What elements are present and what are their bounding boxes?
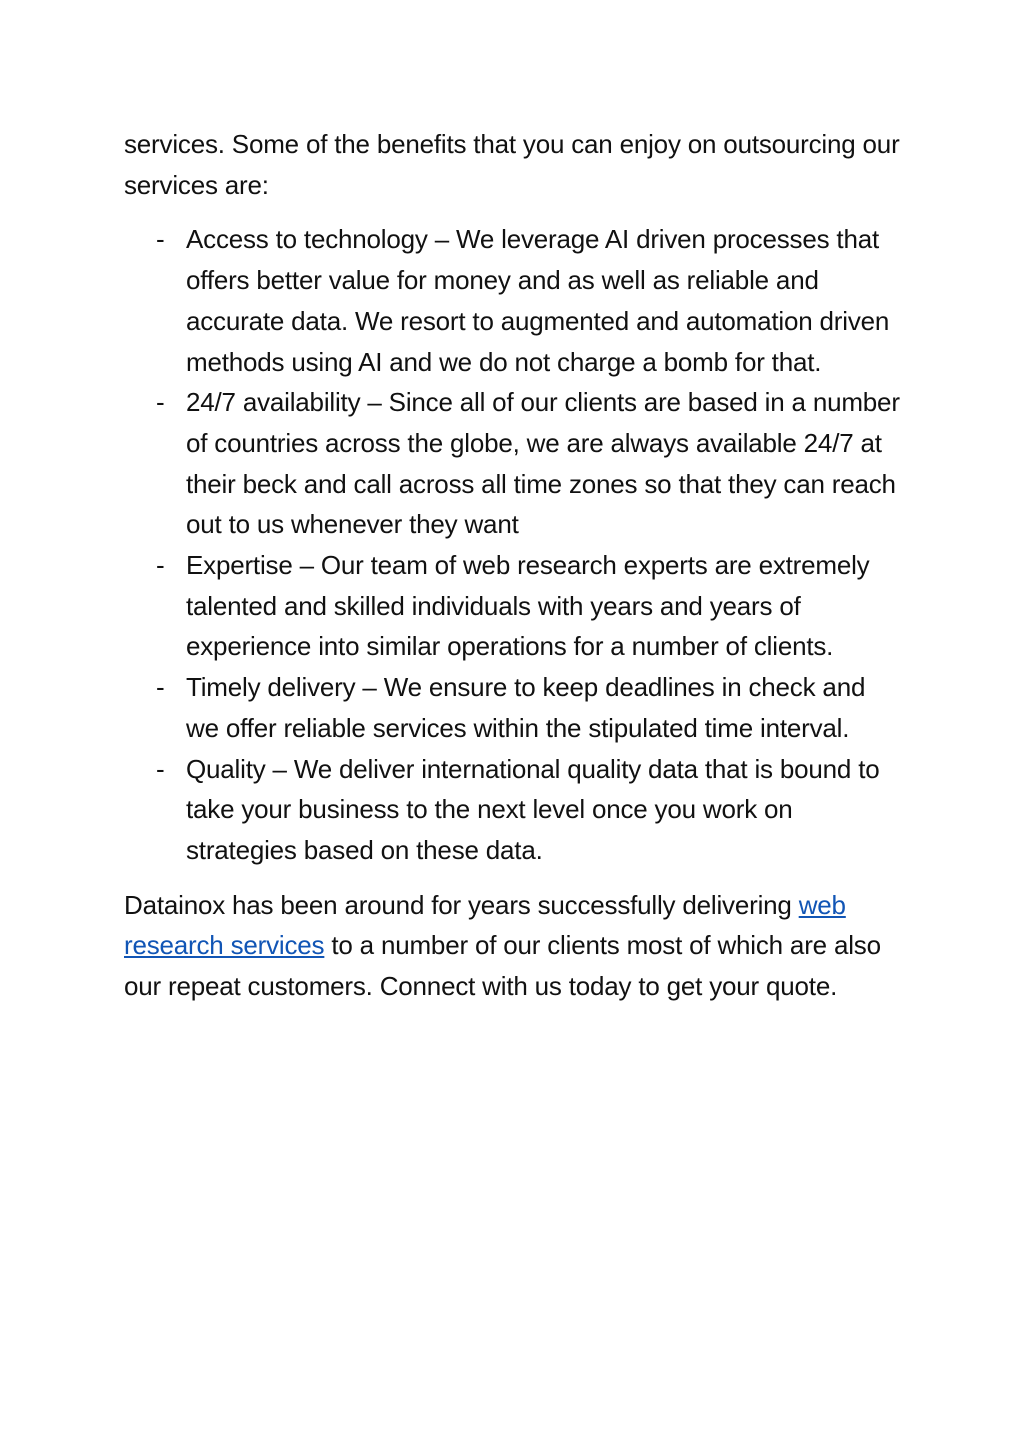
list-item	[124, 219, 904, 382]
list-item	[124, 667, 904, 748]
list-item-text: Quality – We deliver international quality data that is bound to take your business to the next level once you work on strategies based on these data.	[186, 753, 880, 865]
list-item-text: Expertise – Our team of web research experts are extremely talented and skilled individuals with years and years of experience into similar operations for a number of clients.	[186, 550, 870, 662]
web-research-services-link[interactable]: web research services	[124, 889, 846, 961]
benefits-list	[124, 219, 904, 870]
closing-text-start: Datainox has been around for years successfully delivering	[124, 889, 799, 920]
list-item	[124, 545, 904, 667]
document-body	[124, 124, 904, 1007]
bullet-dash: -	[156, 753, 165, 784]
bullet-dash: -	[156, 224, 165, 255]
bullet-dash: -	[156, 672, 165, 703]
list-item	[124, 749, 904, 871]
closing-text-end: to a number of our clients most of which are also our repeat customers. Connect with us today to get your quote.	[124, 930, 881, 1002]
list-item-text: Access to technology – We leverage AI driven processes that offers better value for money and as well as reliable and accurate data. We resort to augmented and automation driven methods using AI and we do not charge a bomb for that.	[186, 224, 890, 377]
list-item-text: Timely delivery – We ensure to keep deadlines in check and we offer reliable services within the stipulated time interval.	[186, 672, 866, 743]
bullet-dash: -	[156, 550, 165, 581]
list-item	[124, 382, 904, 545]
bullet-dash: -	[156, 387, 165, 418]
list-item-text: 24/7 availability – Since all of our clients are based in a number of countries across the globe, we are always available 24/7 at their beck and call across all time zones so that they can reach out to us whenever they want	[186, 387, 900, 540]
intro-paragraph: services. Some of the benefits that you can enjoy on outsourcing our services are:	[124, 129, 900, 200]
closing-paragraph	[124, 885, 904, 1007]
